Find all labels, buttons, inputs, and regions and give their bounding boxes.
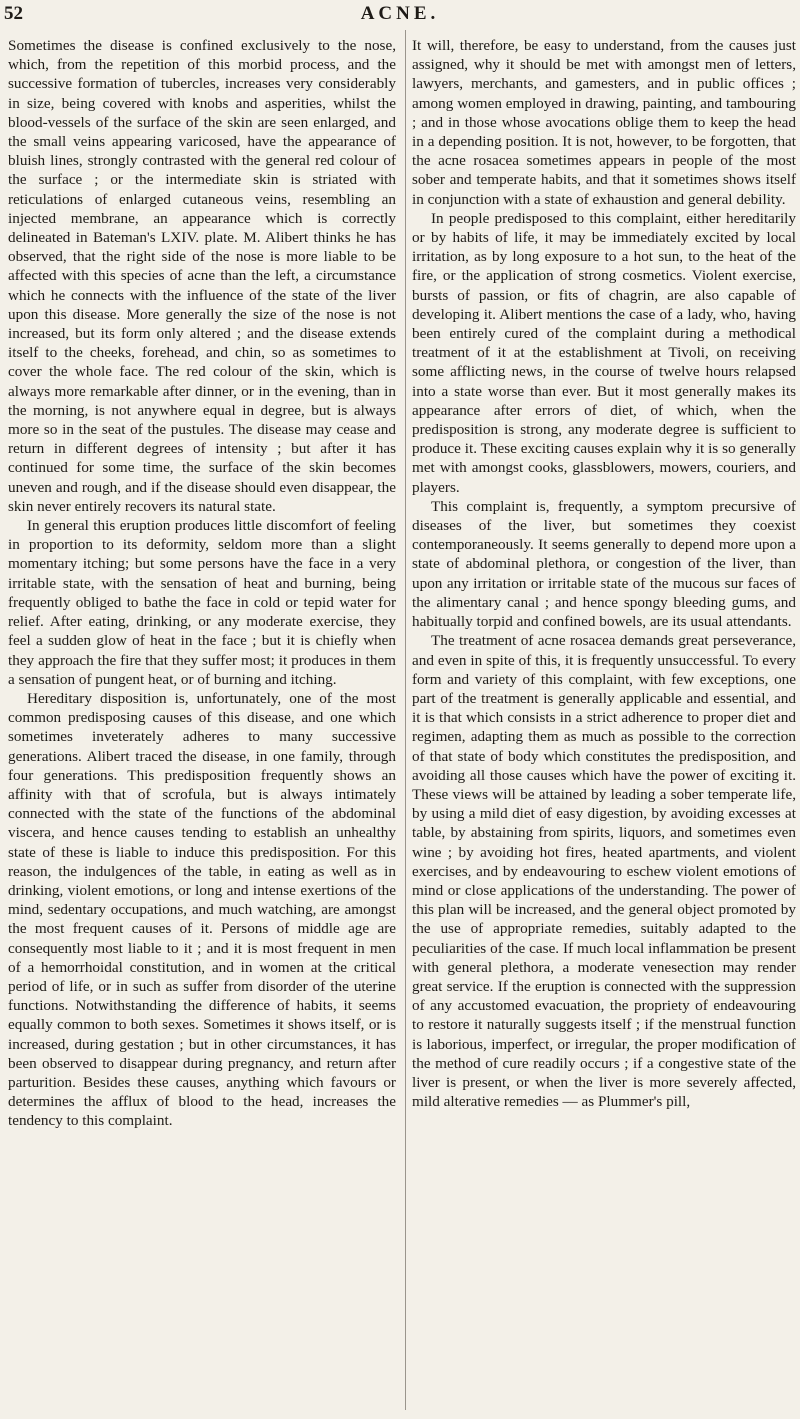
paragraph: This complaint is, frequently, a symptom precursive of diseases of the liver, but sometimes they coexist contemporaneously. It seems generally to depend more upon a state of abdominal plethora, or congestion of the liver, than upon any irritation or irritable state of the mucous sur faces of the alimentary canal ; and hence spongy bleeding gums, and habitually torpid and confined bowels, are its usual attendants. (412, 497, 796, 631)
running-head: ACNE. (360, 3, 440, 24)
paragraph: Sometimes the disease is confined exclusively to the nose, which, from the repetition of this morbid process, and the successive formation of tubercles, increases very considerably in size, being covered with knobs and asperities, whilst the blood-vessels of the surface of the skin are seen enlarged, and the small veins appearing varicosed, have the appearance of bluish lines, strongly contrasted with the general red colour of the surface ; or the intermediate skin is striated with reticulations of enlarged cutaneous veins, resembling an injected membrane, an appearance which is correctly delineated in Bateman's LXIV. plate. M. Alibert thinks he has observed, that the right side of the nose is more liable to be affected with this species of acne than the left, a circumstance which he connects with the influence of the state of the liver upon this disease. More generally the size of the nose is not increased, but its form only altered ; and the disease extends itself to the cheeks, forehead, and chin, so as sometimes to cover the whole face. The red colour of the skin, which is always more remarkable after dinner, or in the evening, than in the morning, is not anywhere equal in degree, but is always more so in the seat of the pustules. The disease may cease and return in different degrees of intensity ; but after it has continued for some time, the surface of the skin becomes uneven and rough, and if the disease should even disappear, the skin never entirely recovers its natural state. (8, 37, 396, 515)
page-header (0, 0, 800, 28)
page-number: 52 (4, 3, 23, 24)
paragraph: It will, therefore, be easy to understand, from the causes just assigned, why it should be met with amongst men of letters, lawyers, merchants, and gamesters, and in public offices ; among women employed in drawing, painting, and tambouring ; and in those whose avocations oblige them to keep the head in a depending position. It is not, however, to be forgotten, that the acne rosacea sometimes appears in people of the most sober and temperate habits, and that it sometimes shows itself in conjunction with a state of exhaustion and general debility. (412, 37, 796, 208)
paragraph: Hereditary disposition is, unfortunately, one of the most common predisposing causes of this disease, and one which sometimes inveterately adheres to many successive generations. Alibert traced the disease, in one family, through four generations. This predisposition frequently shows an affinity with that of scrofula, but is always intimately connected with the state of the functions of the abdominal viscera, and hence causes tending to establish an unhealthy state of these is liable to induce this predisposition. For this reason, the indulgences of the table, in eating as well as in drinking, violent emotions, or long and intense exertions of the mind, sedentary occupations, and much watching, are amongst the most frequent causes of it. Persons of middle age are consequently most liable to it ; and it is most frequent in men of a hemorrhoidal constitution, and in women at the critical period of life, or in such as suffer from disorder of the uterine functions. Notwithstanding the difference of habits, it seems equally common to both sexes. Sometimes it shows itself, or is increased, during gestation ; but in other circumstances, it has been observed to disappear during pregnancy, and return after parturition. Besides these causes, anything which favours or determines the afflux of blood to the head, increases the tendency to this complaint. (8, 689, 396, 1130)
right-column (412, 36, 796, 1111)
paragraph: In people predisposed to this complaint, either hereditarily or by habits of life, it may be immediately excited by local irritation, as by long exposure to a hot sun, to the heat of the fire, or the application of strong cosmetics. Violent exercise, bursts of passion, or fits of chagrin, are also capable of developing it. Alibert mentions the case of a lady, who, having been entirely cured of the complaint during a methodical treatment of it at the establishment at Tivoli, on receiving some afflicting news, in the course of twelve hours relapsed into a state worse than ever. But it most generally makes its appearance after errors of diet, of which, when the predisposition is strong, any moderate degree is sufficient to produce it. These exciting causes explain why it is so generally met with amongst cooks, glassblowers, mowers, couriers, and players. (412, 209, 796, 496)
column-divider (405, 30, 406, 1410)
paragraph: The treatment of acne rosacea demands great perseverance, and even in spite of this, it is frequently unsuccessful. To every form and variety of this complaint, with few exceptions, one part of the treatment is generally applicable and essential, and it is that which consists in a strict adherence to proper diet and regimen, adapting them as much as possible to the correction of that state of body which constitutes the predisposition, and avoiding all those causes which have the power of exciting it. These views will be attained by leading a sober temperate life, by using a mild diet of easy digestion, by avoiding excesses at table, by abstaining from spirits, liquors, and sometimes even wine ; by avoiding hot fires, heated apartments, and violent exercises, and by endeavouring to eschew violent emotions of mind or close applications of the understanding. The power of this plan will be increased, and the general object promoted by the use of appropriate remedies, suitably adapted to the peculiarities of the case. If much local inflammation be present with general plethora, a moderate venesection may render great service. If the eruption is connected with the suppression of any accustomed evacuation, the propriety of endeavouring to restore it naturally suggests itself ; if the menstrual function is laborious, imperfect, or irregular, the proper modification of the method of cure readily occurs ; if a congestive state of the liver is present, or when the liver is more severely affected, mild alterative remedies — as Plummer's pill, (412, 632, 796, 1111)
paragraph: In general this eruption produces little discomfort of feeling in proportion to its deformity, seldom more than a slight momentary itching; but some persons have the face in a very irritable state, with the sensation of heat and burning, being frequently obliged to bathe the face in cold or tepid water for relief. After eating, drinking, or any moderate exercise, they feel a sudden glow of heat in the face ; but it is chiefly when they approach the fire that they suffer most; it produces in them a sensation of pungent heat, or of burning and itching. (8, 517, 396, 688)
left-column (8, 36, 396, 1131)
